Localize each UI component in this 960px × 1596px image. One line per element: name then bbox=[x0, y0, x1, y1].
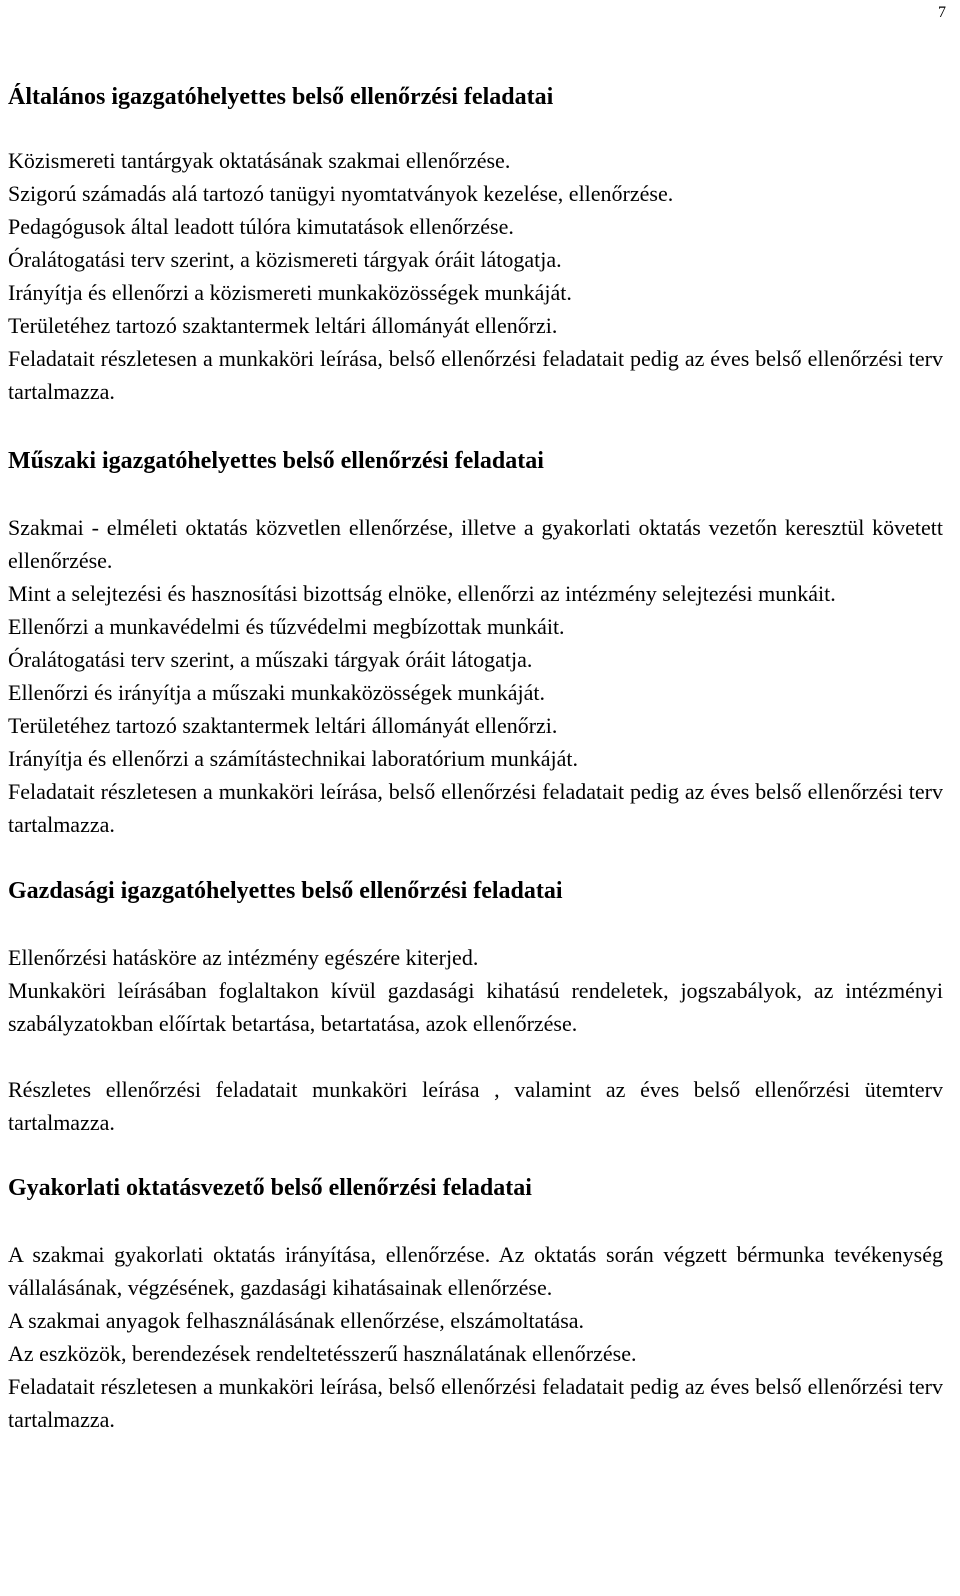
paragraph: Területéhez tartozó szaktantermek leltári állományát ellenőrzi. bbox=[8, 313, 558, 338]
paragraph: Óralátogatási terv szerint, a műszaki tárgyak óráit látogatja. bbox=[8, 647, 533, 672]
paragraph: Irányítja és ellenőrzi a számítástechnikai laboratórium munkáját. bbox=[8, 746, 578, 771]
paragraph: Ellenőrzi és irányítja a műszaki munkaközösségek munkáját. bbox=[8, 680, 546, 705]
paragraph: Feladatait részletesen a munkaköri leírása, belső ellenőrzési feladatait pedig az éves belső ellenőrzési terv tartalmazza. bbox=[8, 1374, 943, 1432]
paragraph: Irányítja és ellenőrzi a közismereti munkaközösségek munkáját. bbox=[8, 280, 572, 305]
section-heading: Általános igazgatóhelyettes belső ellenőrzési feladatai bbox=[8, 84, 554, 110]
paragraph: A szakmai anyagok felhasználásának ellenőrzése, elszámoltatása. bbox=[8, 1308, 585, 1333]
section-finance-deputy bbox=[8, 841, 943, 1139]
paragraph: Területéhez tartozó szaktantermek leltári állományát ellenőrzi. bbox=[8, 713, 558, 738]
section-heading: Műszaki igazgatóhelyettes belső ellenőrzési feladatai bbox=[8, 448, 544, 474]
section-technical-deputy bbox=[8, 408, 943, 841]
section-practical-training-head bbox=[8, 1139, 943, 1436]
paragraph: Pedagógusok által leadott túlóra kimutatások ellenőrzése. bbox=[8, 214, 514, 239]
paragraph: Az eszközök, berendezések rendeltetésszerű használatának ellenőrzése. bbox=[8, 1341, 637, 1366]
section-heading: Gyakorlati oktatásvezető belső ellenőrzési feladatai bbox=[8, 1175, 532, 1201]
paragraph: Közismereti tantárgyak oktatásának szakmai ellenőrzése. bbox=[8, 148, 511, 173]
paragraph: Ellenőrzési hatásköre az intézmény egészére kiterjed. bbox=[8, 945, 479, 970]
section-general-deputy bbox=[8, 0, 943, 408]
paragraph: Munkaköri leírásában foglaltakon kívül gazdasági kihatású rendeletek, jogszabályok, az intézményi szabályzatokban előírtak betartása, betartatása, azok ellenőrzése. bbox=[8, 978, 943, 1036]
section-heading: Gazdasági igazgatóhelyettes belső ellenőrzési feladatai bbox=[8, 878, 563, 904]
paragraph: Feladatait részletesen a munkaköri leírása, belső ellenőrzési feladatait pedig az éves belső ellenőrzési terv tartalmazza. bbox=[8, 346, 943, 404]
paragraph: Szakmai - elméleti oktatás közvetlen ellenőrzése, illetve a gyakorlati oktatás vezetőn keresztül követett ellenőrzése. bbox=[8, 515, 943, 573]
page-number: 7 bbox=[938, 4, 946, 21]
document-body bbox=[8, 0, 943, 1436]
paragraph: Részletes ellenőrzési feladatait munkaköri leírása , valamint az éves belső ellenőrzési ütemterv tartalmazza. bbox=[8, 1077, 943, 1135]
paragraph: A szakmai gyakorlati oktatás irányítása, ellenőrzése. Az oktatás során végzett bérmunka tevékenység vállalásának, végzésének, gazdasági kihatásainak ellenőrzése. bbox=[8, 1242, 943, 1300]
paragraph: Ellenőrzi a munkavédelmi és tűzvédelmi megbízottak munkáit. bbox=[8, 614, 565, 639]
paragraph: Mint a selejtezési és hasznosítási bizottság elnöke, ellenőrzi az intézmény selejtezési munkáit. bbox=[8, 581, 836, 606]
paragraph: Szigorú számadás alá tartozó tanügyi nyomtatványok kezelése, ellenőrzése. bbox=[8, 181, 674, 206]
paragraph: Feladatait részletesen a munkaköri leírása, belső ellenőrzési feladatait pedig az éves belső ellenőrzési terv tartalmazza. bbox=[8, 779, 943, 837]
paragraph: Óralátogatási terv szerint, a közismereti tárgyak óráit látogatja. bbox=[8, 247, 562, 272]
